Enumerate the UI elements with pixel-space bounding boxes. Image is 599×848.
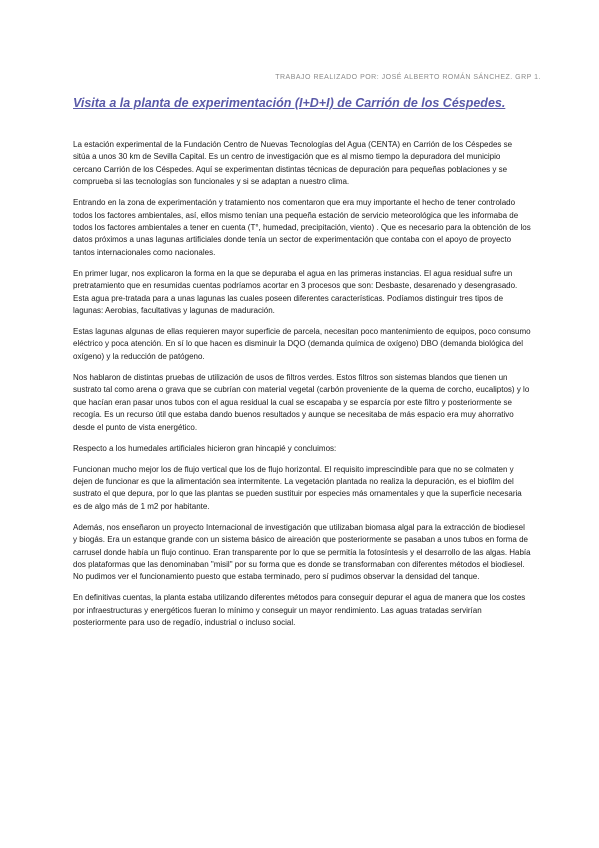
author-credit: TRABAJO REALIZADO POR: JOSÉ ALBERTO ROMÁN SÁNCHEZ. GRP 1. — [275, 74, 541, 81]
paragraph-green-filters: Nos hablaron de distintas pruebas de utilización de usos de filtros verdes. Estos filtros son sistemas blandos que tienen un sustrato tal como arena o grava que se cubrían con material vegetal (carbón proveniente de la quema de corcho, eucaliptos) y lo que hacían eran pasar unos tubos con el agua residual la cual se escapaba y se esparcía por este filtro y posteriormente se recogía. Es un recurso útil que estaba dando buenos resultados y aunque se necesitaba de más espacio era muy ahorrativo desde el punto de vista energético. — [73, 372, 530, 432]
paragraph-intro: La estación experimental de la Fundación Centro de Nuevas Tecnologías del Agua (CENTA) en Carrión de los Céspedes se sitúa a unos 30 km de Sevilla Capital. Es un centro de investigación que es al mismo tiempo la depuradora del municipio cercano Carrión de los Céspedes. Aquí se experimentan distintas técnicas de depuración para pequeñas poblaciones y se comprueba si las tecnologías son funcionales y si se adaptan a nuestro clima. — [73, 140, 513, 187]
paragraph-lagoons: Estas lagunas algunas de ellas requieren mayor superficie de parcela, necesitan poco mantenimiento de equipos, poco consumo eléctrico y poca atención. En sí lo que hacen es disminuir la DQO (demanda química de oxígeno) DBO (demanda biológica del oxígeno) y la reducción de patógeno. — [73, 327, 531, 361]
paragraph-wetlands-intro: Respecto a los humedales artificiales hicieron gran hincapié y concluimos: — [73, 443, 337, 453]
paragraph-conclusion: En definitivas cuentas, la planta estaba utilizando diferentes métodos para conseguir depurar el agua de manera que los costes por infraestructuras y energéticos fueran lo mínimo y conseguir un mayor rendimiento. Las aguas tratadas servirían posteriormente para uso de regadío, industrial o incluso social. — [73, 593, 526, 628]
paragraph-pretreatment: En primer lugar, nos explicaron la forma en la que se depuraba el agua en las primeras instancias. El agua residual sufre un pretratamiento que en resumidas cuentas podríamos acortar en 3 procesos que son: Desbaste, desarenado y desengrasado. Esta agua pre-tratada para a unas lagunas las cuales poseen diferentes características. Podíamos distinguir tres tipos de lagunas: Aerobias, facultativas y lagunas de maduración. — [73, 268, 518, 316]
paragraph-wetlands: Funcionan mucho mejor los de flujo vertical que los de flujo horizontal. El requisito imprescindible para que no se colmaten y dejen de funcionar es que la alimentación sea intermitente. La vegetación plantada no realiza la depuración, es el biofilm del sustrato el que depura, por lo que las plantas se pueden sustituir por especies más ornamentales y que la superficie necesaria es de algo más de 1 m2 por habitante. — [73, 464, 522, 511]
page-title: Visita a la planta de experimentación (I+D+I) de Carrión de los Céspedes. — [73, 96, 506, 110]
paragraph-zone: Entrando en la zona de experimentación y tratamiento nos comentaron que era muy importante el hecho de tener controlado todos los factores ambientales, así, ellos mismo tenían una pequeña estación de servicio meteorológica que les informaba de todos los factores ambientales a tener en cuenta (T°, humedad, precipitación, viento) . Que es necesario para la obtención de los datos próximos a unas lagunas artificiales donde tenía un sector de experimentación que contaba con el apoyo de proyecto tantos internacionales como nacionales. — [73, 198, 531, 257]
document-body — [73, 139, 531, 638]
paragraph-algae: Además, nos enseñaron un proyecto Internacional de investigación que utilizaban biomasa algal para la extracción de biodiesel y biogás. Era un estanque grande con un sistema básico de aireación que posteriormente se pasaban a unos tubos en forma de carrusel donde había un flujo continuo. Eran transparente por lo que se permitía la fotosíntesis y el desarrollo de las algas. Había dos plataformas que las denominaban "misil" por su forma que es donde se transformaban con diferentes métodos el biodiesel. No pudimos ver el funcionamiento puesto que estaba terminado, pero sí pudimos observar la densidad del tanque. — [73, 522, 531, 582]
